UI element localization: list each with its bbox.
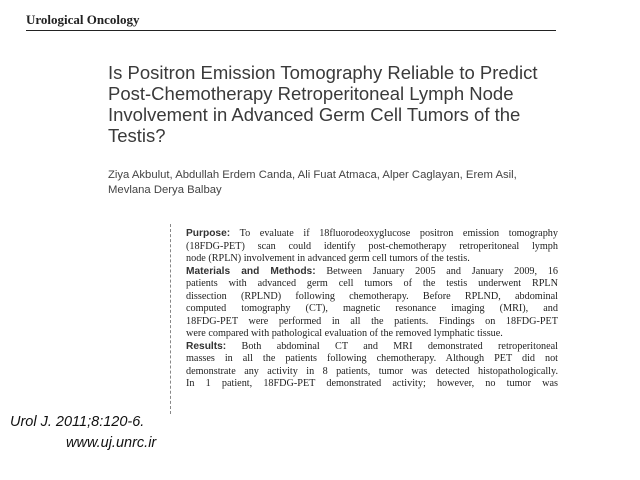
abstract-line: were compared with pathological evaluation of the removed lymphatic tissue.	[186, 328, 503, 339]
abstract-fade	[180, 396, 570, 418]
abstract-line: masses in all the patients following chemotherapy. Although PET did not	[186, 353, 558, 364]
abstract-line: 18FDG-PET were performed in all the patients. Findings on 18FDG-PET	[186, 315, 558, 327]
author-line: Ziya Akbulut, Abdullah Erdem Canda, Ali Fuat Atmaca, Alper Caglayan, Erem Asil,	[108, 169, 517, 181]
journal-reference: Urol J. 2011;8:120-6.	[10, 414, 145, 430]
abstract-line: In 1 patient, 18FDG-PET demonstrated activity; however, no tumor was	[186, 378, 558, 389]
abstract-line: demonstrate any activity in 8 patients, tumor was detected histopathologically.	[186, 365, 558, 377]
author-line: Mevlana Derya Balbay	[108, 184, 222, 196]
title-line: Testis?	[108, 125, 166, 146]
abstract-line	[186, 341, 558, 354]
abstract-line	[186, 266, 558, 279]
citation	[10, 412, 156, 454]
journal-url[interactable]: www.uj.unrc.ir	[66, 435, 157, 451]
results-heading: Results:	[186, 340, 227, 352]
abstract-line: (18FDG-PET) scan could identify post-chemotherapy retroperitoneal lymph	[186, 240, 558, 252]
abstract-line: dissection (RPLND) following chemotherapy. Before RPLND, abdominal	[186, 290, 558, 302]
journal-section-label: Urological Oncology	[26, 12, 140, 27]
abstract-margin-rule	[170, 224, 171, 414]
abstract-line: node (RPLN) involvement in advanced germ cell tumors of the testis.	[186, 253, 470, 264]
abstract	[186, 228, 558, 412]
header-rule	[26, 30, 556, 31]
abstract-line	[186, 228, 558, 241]
author-list	[108, 168, 558, 198]
abstract-text: Between January 2005 and January 2009, 16	[326, 265, 558, 277]
abstract-line: computed tomography (CT), magnetic resonance imaging (MRI), and	[186, 303, 558, 314]
purpose-heading: Purpose:	[186, 228, 231, 239]
title-line: Is Positron Emission Tomography Reliable to Predict	[108, 62, 538, 83]
article-title	[108, 62, 578, 146]
title-line: Involvement in Advanced Germ Cell Tumors of the	[108, 104, 521, 125]
abstract-line: patients with advanced germ cell tumors of the testis underwent RPLN	[186, 278, 558, 289]
abstract-text: Both abdominal CT and MRI demonstrated retroperitoneal	[241, 340, 558, 352]
abstract-text: To evaluate if 18fluorodeoxyglucose positron emission tomography	[239, 228, 558, 239]
methods-heading: Materials and Methods:	[186, 265, 316, 277]
title-line: Post-Chemotherapy Retroperitoneal Lymph Node	[108, 83, 514, 104]
